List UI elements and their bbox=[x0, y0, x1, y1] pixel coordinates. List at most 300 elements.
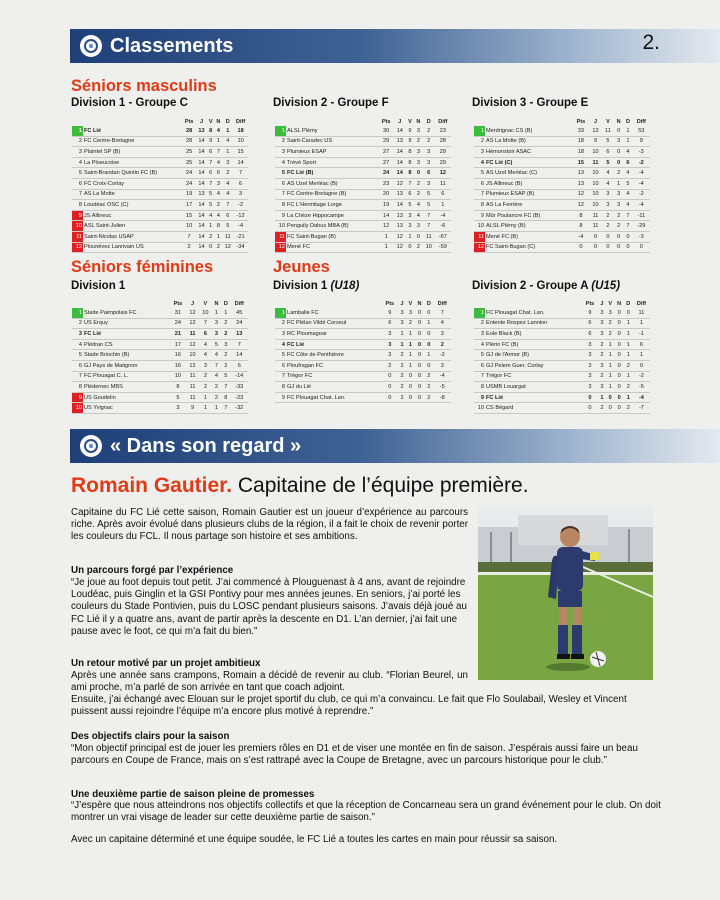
n-cell: 2 bbox=[214, 200, 222, 211]
j-cell: 2 bbox=[398, 350, 406, 361]
pts-cell: 3 bbox=[382, 350, 398, 361]
team-cell: FC Lié bbox=[83, 329, 170, 340]
pts-cell: 1 bbox=[378, 242, 393, 253]
team-cell: AS La Motte (B) bbox=[485, 136, 573, 147]
column-header: Pts bbox=[381, 118, 391, 125]
team-cell: FC Lié bbox=[83, 126, 182, 136]
v-cell: 4 bbox=[602, 168, 614, 179]
rank-cell: 3 bbox=[275, 147, 286, 158]
diff-cell: 6 bbox=[633, 339, 650, 350]
j-cell: 11 bbox=[186, 371, 199, 382]
n-cell: 1 bbox=[214, 136, 222, 147]
j-cell: 14 bbox=[394, 168, 406, 179]
column-header: Pts bbox=[585, 300, 595, 307]
table-row bbox=[474, 157, 650, 168]
pts-cell: 2 bbox=[382, 360, 398, 371]
j-cell: 14 bbox=[196, 168, 207, 179]
v-cell: 9 bbox=[207, 136, 214, 147]
n-cell: 3 bbox=[614, 136, 623, 147]
diff-cell: -5 bbox=[434, 382, 451, 393]
rank-cell: 8 bbox=[275, 382, 286, 393]
table-row bbox=[275, 200, 451, 211]
pts-cell: 33 bbox=[573, 126, 589, 136]
team-cell: GJ du Lié bbox=[286, 382, 382, 393]
team-cell: FC Plélan Vildé Corseul bbox=[286, 318, 382, 329]
d-cell: 2 bbox=[423, 126, 435, 136]
diff-cell: -4 bbox=[633, 168, 650, 179]
d-cell: 0 bbox=[623, 242, 632, 253]
column-header: Diff bbox=[437, 300, 447, 307]
rank-cell: 5 bbox=[72, 350, 83, 361]
pts-cell: 15 bbox=[573, 157, 589, 168]
v-cell: 0 bbox=[406, 242, 414, 253]
j-cell: 3 bbox=[398, 308, 406, 318]
table-row bbox=[474, 231, 650, 242]
diff-cell: -7 bbox=[633, 403, 650, 414]
j-cell: 14 bbox=[394, 157, 406, 168]
n-cell: 2 bbox=[614, 168, 623, 179]
v-cell: 5 bbox=[406, 200, 414, 211]
team-cell: AS La Motte bbox=[83, 189, 182, 200]
j-cell: 0 bbox=[589, 242, 602, 253]
article-headline bbox=[71, 474, 529, 498]
n-cell: 4 bbox=[214, 157, 222, 168]
v-cell: 9 bbox=[406, 126, 414, 136]
n-cell: 0 bbox=[415, 382, 424, 393]
team-cell: Plérin FC (B) bbox=[485, 339, 582, 350]
table-header-row bbox=[72, 299, 248, 308]
team-cell: US Erquy bbox=[83, 318, 170, 329]
j-cell: 2 bbox=[598, 350, 606, 361]
pts-cell: 9 bbox=[382, 308, 398, 318]
rank-cell: 7 bbox=[474, 189, 485, 200]
d-cell: 0 bbox=[424, 308, 433, 318]
v-cell: 2 bbox=[406, 318, 415, 329]
diff-cell: -2 bbox=[633, 157, 650, 168]
rank-header bbox=[474, 299, 485, 308]
pts-cell: 15 bbox=[182, 210, 196, 221]
j-cell: 14 bbox=[196, 242, 207, 253]
d-cell: 1 bbox=[624, 339, 633, 350]
table-row bbox=[474, 392, 650, 403]
rank-header bbox=[72, 299, 83, 308]
n-cell: 3 bbox=[614, 189, 623, 200]
v-cell: 1 bbox=[606, 371, 615, 382]
rank-cell: 1 bbox=[474, 126, 485, 136]
v-cell: 6 bbox=[406, 189, 414, 200]
team-cell: JS Allineuc (B) bbox=[485, 178, 573, 189]
headline-rest: Capitaine de l’équipe première. bbox=[232, 474, 529, 497]
j-cell: 3 bbox=[598, 318, 606, 329]
pts-cell: 27 bbox=[378, 157, 393, 168]
diff-cell: 9 bbox=[633, 136, 650, 147]
table-row bbox=[275, 318, 451, 329]
rank-header bbox=[275, 117, 286, 126]
v-cell: 1 bbox=[606, 360, 615, 371]
j-cell: 14 bbox=[196, 210, 207, 221]
table-row bbox=[275, 308, 451, 318]
team-cell: Plounévez Lanrivain US bbox=[83, 242, 182, 253]
article-intro: Capitaine du FC Lié cette saison, Romain Gautier est un joueur d’expérience au parcours riche. Après avoir évolué dans plusieurs clubs de la région, il a fait le choix de revenir porter les couleurs du FCL. Il nous partage son histoire et ses ambitions. bbox=[71, 507, 468, 543]
n-cell: 7 bbox=[214, 147, 222, 158]
rank-cell: 5 bbox=[474, 350, 485, 361]
d-cell: 12 bbox=[222, 242, 233, 253]
pts-cell: 25 bbox=[182, 147, 196, 158]
pts-cell: 17 bbox=[182, 200, 196, 211]
diff-cell: -34 bbox=[233, 242, 248, 253]
j-cell: 14 bbox=[196, 136, 207, 147]
team-cell: ASL Saint-Julien bbox=[83, 221, 182, 232]
team-cell: US Goudelin bbox=[83, 392, 170, 403]
v-cell: 3 bbox=[199, 360, 212, 371]
table-row bbox=[72, 329, 248, 340]
n-cell: 0 bbox=[614, 147, 623, 158]
rank-cell: 10 bbox=[474, 221, 485, 232]
rank-cell: 9 bbox=[72, 210, 83, 221]
diff-cell: -3 bbox=[633, 231, 650, 242]
rank-cell: 4 bbox=[72, 157, 83, 168]
rank-cell: 9 bbox=[275, 210, 286, 221]
d-cell: 2 bbox=[424, 382, 433, 393]
pts-cell: 9 bbox=[582, 308, 598, 318]
v-cell: 4 bbox=[602, 178, 614, 189]
column-header: V bbox=[408, 118, 412, 125]
division-title-text: Division 1 bbox=[273, 280, 328, 292]
column-header: V bbox=[606, 118, 610, 125]
v-cell: 2 bbox=[606, 318, 615, 329]
v-cell: 1 bbox=[606, 382, 615, 393]
rank-cell: 2 bbox=[474, 318, 485, 329]
team-cell: Hémonstoir ASAC bbox=[485, 147, 573, 158]
pts-cell: 18 bbox=[573, 136, 589, 147]
rank-cell: 12 bbox=[474, 242, 485, 253]
division-title: Division 3 - Groupe E bbox=[472, 97, 589, 109]
subheading: Un parcours forgé par l’expérience bbox=[71, 565, 234, 576]
d-cell: 2 bbox=[221, 360, 230, 371]
n-cell: 0 bbox=[415, 329, 424, 340]
j-cell: 3 bbox=[598, 308, 606, 318]
j-cell: 14 bbox=[196, 200, 207, 211]
table-row bbox=[72, 178, 248, 189]
rank-cell: 7 bbox=[72, 189, 83, 200]
diff-cell: -6 bbox=[435, 221, 451, 232]
j-cell: 11 bbox=[589, 157, 602, 168]
n-cell: 0 bbox=[615, 318, 624, 329]
v-cell: 1 bbox=[406, 339, 415, 350]
table-row bbox=[72, 242, 248, 253]
table-row bbox=[72, 318, 248, 329]
diff-cell: 12 bbox=[435, 168, 451, 179]
table-row bbox=[72, 350, 248, 361]
n-cell: 0 bbox=[615, 360, 624, 371]
n-cell: 2 bbox=[214, 242, 222, 253]
team-cell: Plédernec MBS bbox=[83, 382, 170, 393]
j-cell: 10 bbox=[589, 168, 602, 179]
d-cell: 5 bbox=[423, 189, 435, 200]
team-cell: Penguily Dahus MBA (B) bbox=[286, 221, 378, 232]
rank-cell: 6 bbox=[275, 360, 286, 371]
table-row bbox=[72, 360, 248, 371]
d-cell: 4 bbox=[222, 178, 233, 189]
j-cell: 0 bbox=[589, 231, 602, 242]
pts-cell: 16 bbox=[170, 350, 186, 361]
diff-cell: 10 bbox=[233, 136, 248, 147]
j-cell: 2 bbox=[398, 392, 406, 403]
column-header: Diff bbox=[234, 300, 244, 307]
v-cell: 1 bbox=[406, 350, 415, 361]
rank-cell: 3 bbox=[474, 329, 485, 340]
team-cell: Stade Paimpolais FC bbox=[83, 308, 170, 318]
v-cell: 6 bbox=[207, 168, 214, 179]
diff-cell: -23 bbox=[231, 392, 249, 403]
j-cell: 13 bbox=[394, 189, 406, 200]
table-row bbox=[275, 126, 451, 136]
table-row bbox=[72, 189, 248, 200]
table-row bbox=[474, 329, 650, 340]
team-cell: AS Uzel Merléac (C) bbox=[485, 168, 573, 179]
j-cell: 10 bbox=[589, 178, 602, 189]
column-header: D bbox=[626, 300, 631, 307]
pts-cell: 3 bbox=[582, 350, 598, 361]
team-cell: Plumieux ESAP bbox=[286, 147, 378, 158]
n-cell: 3 bbox=[414, 221, 423, 232]
table-row bbox=[275, 339, 451, 350]
rank-cell: 7 bbox=[275, 371, 286, 382]
table-row bbox=[275, 136, 451, 147]
feature-banner bbox=[70, 429, 720, 463]
diff-cell: -21 bbox=[233, 231, 248, 242]
diff-cell: 4 bbox=[434, 318, 451, 329]
d-cell: 4 bbox=[623, 147, 632, 158]
rank-cell: 10 bbox=[275, 221, 286, 232]
v-cell: 2 bbox=[199, 371, 212, 382]
d-cell: 2 bbox=[624, 382, 633, 393]
table-row bbox=[474, 126, 650, 136]
d-cell: 7 bbox=[222, 200, 233, 211]
rank-cell: 1 bbox=[275, 308, 286, 318]
table-row bbox=[72, 210, 248, 221]
rank-cell: 6 bbox=[275, 178, 286, 189]
team-cell: FC Côte de Penthièvre bbox=[286, 350, 382, 361]
team-cell: La Ploeucoise bbox=[83, 157, 182, 168]
rank-cell: 1 bbox=[72, 126, 83, 136]
diff-cell: -29 bbox=[633, 221, 650, 232]
team-cell: Plédran CS bbox=[83, 339, 170, 350]
v-cell: 8 bbox=[406, 147, 414, 158]
v-cell: 2 bbox=[602, 210, 614, 221]
diff-cell: 29 bbox=[435, 147, 451, 158]
n-cell: 1 bbox=[614, 178, 623, 189]
rank-header bbox=[275, 299, 286, 308]
team-cell: FC Centre-Bretagne bbox=[83, 136, 182, 147]
team-cell: Trégor FC bbox=[286, 371, 382, 382]
v-cell: 8 bbox=[207, 126, 214, 136]
pts-cell: 28 bbox=[182, 136, 196, 147]
pts-cell: 19 bbox=[378, 200, 393, 211]
diff-cell: 1 bbox=[633, 350, 650, 361]
pts-cell: 3 bbox=[582, 360, 598, 371]
diff-cell: -2 bbox=[434, 350, 451, 361]
article-paragraph: “Je joue au foot depuis tout petit. J’ai commencé à Plouguenast à 4 ans, avant de rejoindre Loudéac, puis Ginglin et la GSI Pontivy pour mes années jeunes. En seniors, j’ai porté les couleurs du Stade Pontivien, puis du LOSC pendant plusieurs saisons. J’avais déjà joué au FC Lié il y a quatre ans, avant de partir après la descente en D1. L’an dernier, j’ai fait une pause avec le foot, ce qui m’a fait du bien.” bbox=[71, 577, 467, 637]
d-cell: 7 bbox=[423, 221, 435, 232]
pts-cell: 8 bbox=[170, 382, 186, 393]
d-cell: 3 bbox=[221, 339, 230, 350]
table-row bbox=[72, 136, 248, 147]
pts-cell: 10 bbox=[182, 221, 196, 232]
v-cell: 1 bbox=[406, 231, 414, 242]
team-cell: FC Lié bbox=[286, 339, 382, 350]
d-cell: 11 bbox=[423, 231, 435, 242]
diff-cell: 14 bbox=[231, 350, 249, 361]
table-row bbox=[275, 329, 451, 340]
classements-banner bbox=[70, 29, 720, 63]
d-cell: 1 bbox=[623, 126, 632, 136]
n-cell: 3 bbox=[212, 329, 221, 340]
team-cell: Loudéac OSC (C) bbox=[83, 200, 182, 211]
column-header: D bbox=[426, 300, 431, 307]
rank-cell: 3 bbox=[72, 147, 83, 158]
diff-cell: 1 bbox=[435, 200, 451, 211]
table-row bbox=[474, 147, 650, 158]
n-cell: 2 bbox=[212, 392, 221, 403]
v-cell: 1 bbox=[199, 403, 212, 414]
rank-cell: 5 bbox=[275, 350, 286, 361]
column-header: Pts bbox=[184, 118, 194, 125]
v-cell: 2 bbox=[199, 382, 212, 393]
pts-cell: 6 bbox=[382, 318, 398, 329]
diff-cell: 1 bbox=[633, 318, 650, 329]
team-cell: US Yvignac bbox=[83, 403, 170, 414]
standings-table bbox=[72, 117, 248, 253]
v-cell: 2 bbox=[207, 231, 214, 242]
v-cell: 5 bbox=[602, 157, 614, 168]
rank-cell: 8 bbox=[474, 200, 485, 211]
rank-cell: 2 bbox=[72, 136, 83, 147]
team-cell: Ploufragan FC bbox=[286, 360, 382, 371]
v-cell: 4 bbox=[207, 210, 214, 221]
subheading: Des objectifs clairs pour la saison bbox=[71, 731, 230, 742]
d-cell: 1 bbox=[624, 392, 633, 403]
d-cell: 6 bbox=[222, 210, 233, 221]
standings-table bbox=[275, 299, 451, 403]
pts-cell: 6 bbox=[582, 329, 598, 340]
diff-cell: 0 bbox=[633, 360, 650, 371]
diff-cell: 29 bbox=[435, 157, 451, 168]
diff-cell: 13 bbox=[231, 329, 249, 340]
d-cell: 5 bbox=[222, 221, 233, 232]
table-row bbox=[474, 242, 650, 253]
j-cell: 12 bbox=[186, 318, 199, 329]
j-cell: 3 bbox=[598, 382, 606, 393]
j-cell: 11 bbox=[589, 210, 602, 221]
pts-cell: 12 bbox=[573, 200, 589, 211]
d-cell: 1 bbox=[424, 350, 433, 361]
n-cell: 0 bbox=[615, 329, 624, 340]
d-cell: 2 bbox=[221, 350, 230, 361]
team-cell: ALSL Plémy bbox=[286, 126, 378, 136]
d-cell: 4 bbox=[222, 136, 233, 147]
pts-cell: 0 bbox=[573, 242, 589, 253]
n-cell: 0 bbox=[615, 403, 624, 414]
j-cell: 2 bbox=[398, 360, 406, 371]
table-row bbox=[474, 318, 650, 329]
team-cell: GJ de l'Armor (B) bbox=[485, 350, 582, 361]
rank-cell: 9 bbox=[275, 392, 286, 403]
rank-cell: 4 bbox=[72, 339, 83, 350]
j-cell: 12 bbox=[394, 178, 406, 189]
pts-cell: 0 bbox=[582, 392, 598, 403]
diff-cell: -2 bbox=[633, 371, 650, 382]
j-cell: 2 bbox=[398, 371, 406, 382]
d-cell: 7 bbox=[221, 382, 230, 393]
v-cell: 2 bbox=[606, 329, 615, 340]
pts-cell: 30 bbox=[378, 126, 393, 136]
team-cell: FC Plouagat C. L. bbox=[83, 371, 170, 382]
pts-cell: 3 bbox=[382, 329, 398, 340]
rank-cell: 4 bbox=[275, 339, 286, 350]
diff-cell: 23 bbox=[435, 126, 451, 136]
column-header: V bbox=[408, 300, 413, 307]
diff-cell: 28 bbox=[435, 136, 451, 147]
table-row bbox=[275, 168, 451, 179]
d-cell: 4 bbox=[222, 189, 233, 200]
n-cell: 0 bbox=[415, 308, 424, 318]
v-cell: 7 bbox=[199, 318, 212, 329]
v-cell: 3 bbox=[602, 200, 614, 211]
n-cell: 0 bbox=[414, 168, 423, 179]
team-cell: FC Lié bbox=[485, 392, 582, 403]
subheading: Une deuxième partie de saison pleine de promesses bbox=[71, 789, 315, 800]
n-cell: 0 bbox=[415, 371, 424, 382]
standings-table bbox=[474, 117, 650, 253]
team-cell: JS Allineuc bbox=[83, 210, 182, 221]
division-title: Division 2 - Groupe F bbox=[273, 97, 389, 109]
d-cell: 7 bbox=[623, 210, 632, 221]
diff-cell: 3 bbox=[434, 329, 451, 340]
table-row bbox=[275, 360, 451, 371]
j-cell: 10 bbox=[589, 189, 602, 200]
table-row bbox=[72, 168, 248, 179]
division-age-group: (U18) bbox=[330, 280, 360, 292]
n-cell: 0 bbox=[415, 318, 424, 329]
article-paragraph: “J’espère que nous atteindrons nos objectifs collectifs et que la réception de Concarneau sera un grand événement pour le club. On doit montrer un vrai visage de leader sur cette deuxième partie de saison.” bbox=[71, 800, 661, 824]
rank-cell: 12 bbox=[275, 242, 286, 253]
rank-cell: 6 bbox=[72, 360, 83, 371]
team-cell: RC Ploumagoar bbox=[286, 329, 382, 340]
d-cell: 0 bbox=[424, 360, 433, 371]
diff-cell: -5 bbox=[633, 382, 650, 393]
pts-cell: 0 bbox=[382, 371, 398, 382]
j-cell: 2 bbox=[398, 382, 406, 393]
rank-cell: 10 bbox=[72, 403, 83, 414]
rank-cell: 8 bbox=[474, 382, 485, 393]
d-cell: 1 bbox=[222, 126, 233, 136]
rank-header bbox=[474, 117, 485, 126]
pts-cell: 28 bbox=[182, 126, 196, 136]
team-cell: Trévé Sport bbox=[286, 157, 378, 168]
n-cell: 0 bbox=[415, 360, 424, 371]
team-cell: USMB Louargat bbox=[485, 382, 582, 393]
n-cell: 3 bbox=[414, 147, 423, 158]
n-cell: 0 bbox=[415, 350, 424, 361]
pts-cell: 20 bbox=[378, 189, 393, 200]
d-cell: 6 bbox=[623, 157, 632, 168]
pts-cell: 13 bbox=[573, 178, 589, 189]
d-cell: 4 bbox=[623, 189, 632, 200]
column-header: N bbox=[616, 118, 621, 125]
rank-cell: 1 bbox=[72, 308, 83, 318]
club-logo-icon bbox=[80, 435, 102, 457]
